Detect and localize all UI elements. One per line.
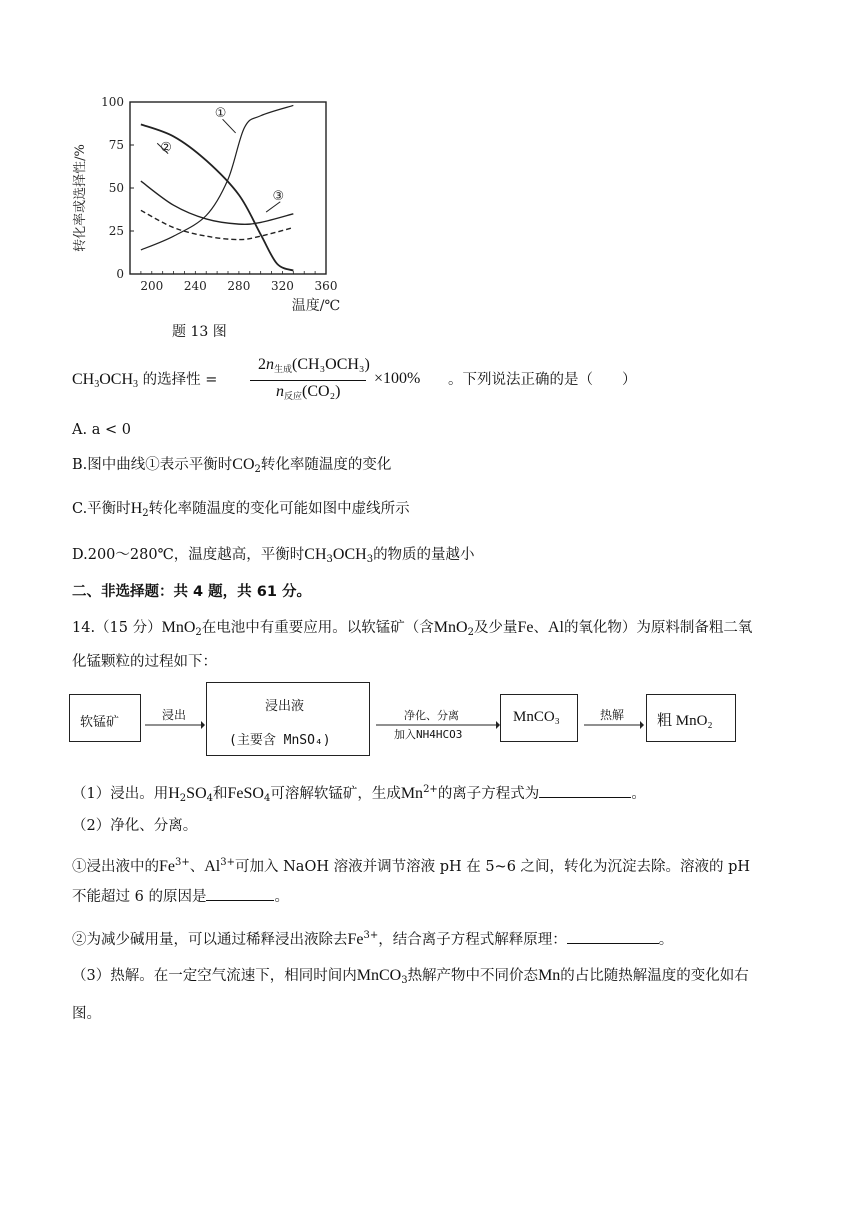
option-a-text: A. a < 0 xyxy=(72,422,131,438)
num-species: (CH₃OCH₃) xyxy=(292,356,370,373)
q14-intro-line2: 化锰颗粒的过程如下： xyxy=(72,654,217,670)
p2b-post: ，结合离子方程式解释原理： xyxy=(378,932,567,948)
flow-box-mno2-label: 粗 MnO₂ xyxy=(657,713,713,729)
flow-arrow2-top-label: 净化、分离 xyxy=(404,709,459,722)
p1-mn: Mn xyxy=(400,785,424,802)
p2a-post: 可加入 NaOH 溶液并调节溶液 pH 在 5~6 之间，转化为沉淀去除。溶液的 pH xyxy=(235,859,751,875)
q14-part2-title: （2）净化、分离。 xyxy=(72,818,198,834)
curve-label: ② xyxy=(160,140,172,156)
chart xyxy=(70,88,370,348)
p1-pre: （1）浸出。用 xyxy=(72,786,169,802)
figure-caption: 题 13 图 xyxy=(172,324,227,340)
q14-part2b xyxy=(72,926,673,950)
selectivity-definition xyxy=(72,356,852,406)
process-flow xyxy=(68,680,748,760)
p2a-fe-sup: 3+ xyxy=(175,857,190,868)
den-species: (CO₂) xyxy=(302,383,341,400)
plot-frame xyxy=(130,102,326,274)
p1-end: 。 xyxy=(631,786,646,802)
p2a-fe: Fe xyxy=(159,858,175,875)
p2a-al-sup: 3+ xyxy=(220,857,235,868)
flow-box-leachate xyxy=(206,682,370,756)
figure xyxy=(70,88,370,348)
curve-1 xyxy=(141,105,293,249)
q14-part2a xyxy=(72,853,750,877)
flow-box-mno2 xyxy=(646,694,736,742)
p3-mnco: MnCO xyxy=(356,967,402,984)
y-tick-label: 0 xyxy=(116,267,124,281)
option-c-chem: H xyxy=(130,500,143,517)
fraction xyxy=(250,356,370,406)
q14-intro-c: 、 xyxy=(533,620,548,636)
p2b-pre: ②为减少碱用量，可以通过稀释浸出液除去 xyxy=(72,932,348,948)
flow-box-mnco3 xyxy=(500,694,578,742)
dashed-curve xyxy=(141,210,293,239)
denominator xyxy=(276,383,340,402)
y-tick-label: 75 xyxy=(108,138,124,152)
option-b-chem: CO xyxy=(232,456,255,473)
flow-arrow1-label: 浸出 xyxy=(162,708,187,722)
p2b-end: 。 xyxy=(658,932,674,948)
p3-post: 的占比随热解温度的变化如右 xyxy=(560,968,749,984)
lhs-sub2: 3 xyxy=(133,379,139,390)
p2a-end: 。 xyxy=(274,889,289,905)
option-d xyxy=(72,545,475,570)
curve-label-leader xyxy=(223,119,236,133)
curve-label: ③ xyxy=(272,188,285,204)
option-d-mid: OCH xyxy=(332,546,367,563)
option-b-sub: 2 xyxy=(254,464,261,475)
option-d-pre: D.200～280℃，温度越高，平衡时 xyxy=(72,547,305,563)
p1-so: SO xyxy=(186,785,207,802)
option-c-sub: 2 xyxy=(142,508,149,519)
times-100: ×100% xyxy=(374,370,421,387)
curve-label: ① xyxy=(214,106,227,122)
flow-box-leachate-line1: 浸出液 xyxy=(265,699,305,714)
option-c-post: 转化率随温度的变化可能如图中虚线所示 xyxy=(148,501,410,517)
q14-mno2-b: MnO xyxy=(433,619,468,636)
p1-mid: 可溶解软锰矿，生成 xyxy=(270,786,401,802)
p2a-line2: 不能超过 6 的原因是 xyxy=(72,889,207,905)
curve-3 xyxy=(141,181,293,224)
p3-pre: （3）热解。在一定空气流速下，相同时间内 xyxy=(72,968,357,984)
q14-number: 14.（15 分） xyxy=(72,620,162,636)
x-tick-label: 320 xyxy=(270,279,294,293)
den-n: n xyxy=(276,383,284,400)
y-tick-label: 100 xyxy=(101,95,124,109)
num-coef: 2 xyxy=(258,356,266,373)
definition-lhs xyxy=(72,370,217,390)
q13-stem-tail: 。下列说法正确的是（ ） xyxy=(448,372,637,388)
q14-intro-b: 及少量 xyxy=(473,620,518,636)
flow-arrow3-label: 热解 xyxy=(600,708,625,722)
q14-intro xyxy=(72,618,752,643)
p1-post: 的离子方程式为 xyxy=(437,786,540,802)
q14-fe: Fe xyxy=(517,619,534,636)
option-c-pre: C.平衡时 xyxy=(72,501,131,517)
num-n: n xyxy=(266,356,274,373)
option-c xyxy=(72,499,410,524)
flow-arrow3 xyxy=(582,720,644,730)
lhs-text: 的选择性 = xyxy=(138,372,218,388)
x-tick-label: 200 xyxy=(140,279,164,293)
q14-mno2-a: MnO xyxy=(161,619,196,636)
p2a-al: Al xyxy=(204,858,221,875)
q14-part2a-line2 xyxy=(72,887,289,907)
q14-intro-a: 在电池中有重要应用。以软锰矿（含 xyxy=(201,620,434,636)
p2b-fe-sup: 3+ xyxy=(363,930,379,941)
lhs-sub1: 3 xyxy=(94,379,100,390)
q14-part3-line2: 图。 xyxy=(72,1006,101,1022)
flow-box-ore-label: 软锰矿 xyxy=(80,715,120,730)
answer-blank-1[interactable] xyxy=(539,785,631,798)
p2a-pre: ①浸出液中的 xyxy=(72,859,159,875)
flow-box-mnco3-label: MnCO₃ xyxy=(513,709,560,725)
q14-mno2-a-sub: 2 xyxy=(195,627,202,638)
p2a-comma: 、 xyxy=(189,859,205,875)
flow-box-leachate-line2: (主要含 MnSO₄) xyxy=(229,733,331,748)
p1-feso-sub: 4 xyxy=(263,793,271,804)
q14-al: Al xyxy=(547,619,564,636)
y-axis-label: 转化率或选择性/% xyxy=(73,144,88,252)
x-axis-label: 温度/℃ xyxy=(291,298,341,314)
p3-mn: Mn xyxy=(538,967,561,984)
flow-arrow1 xyxy=(143,720,205,730)
q14-mno2-b-sub: 2 xyxy=(467,627,474,638)
lhs-och: OCH xyxy=(99,371,134,388)
p1-h: H xyxy=(168,785,180,802)
option-b-pre: B.图中曲线①表示平衡时 xyxy=(72,457,233,473)
p2b-fe: Fe xyxy=(347,931,364,948)
p3-mid: 热解产物中不同价态 xyxy=(407,968,539,984)
lhs-ch: CH xyxy=(72,371,95,388)
p1-h-sub: 2 xyxy=(179,793,187,804)
answer-blank-3[interactable] xyxy=(567,931,659,944)
x-tick-label: 360 xyxy=(314,279,338,293)
q14-part1 xyxy=(72,780,646,809)
option-d-post: 的物质的量越小 xyxy=(373,547,475,563)
y-tick-label: 50 xyxy=(108,181,124,195)
fraction-bar xyxy=(250,380,366,381)
option-a xyxy=(72,420,131,440)
option-d-sub2: 3 xyxy=(366,554,374,565)
p1-feso: FeSO xyxy=(227,785,264,802)
flow-arrow2-bottom-label: 加入NH4HCO3 xyxy=(394,728,463,741)
num-sub: 生成 xyxy=(274,364,293,374)
p3-mnco-sub: 3 xyxy=(401,975,408,986)
answer-blank-2[interactable] xyxy=(206,888,274,901)
q14-part3 xyxy=(72,966,749,991)
x-tick-label: 240 xyxy=(183,279,207,293)
x-tick-label: 280 xyxy=(227,279,251,293)
option-b xyxy=(72,455,391,480)
numerator xyxy=(258,356,370,375)
flow-box-ore xyxy=(69,694,141,742)
option-b-post: 转化率随温度的变化 xyxy=(260,457,392,473)
option-d-chem: CH xyxy=(304,546,327,563)
section-2-title: 二、非选择题：共 4 题，共 61 分。 xyxy=(72,584,311,600)
p1-so-sub: 4 xyxy=(206,793,213,804)
y-tick-label: 25 xyxy=(108,224,124,238)
p1-mn-sup: 2+ xyxy=(423,784,438,795)
q14-intro-d: 的氧化物）为原料制备粗二氧 xyxy=(563,620,753,636)
p1-and: 和 xyxy=(213,786,228,802)
den-sub: 反应 xyxy=(284,391,303,401)
option-d-sub1: 3 xyxy=(326,554,333,565)
